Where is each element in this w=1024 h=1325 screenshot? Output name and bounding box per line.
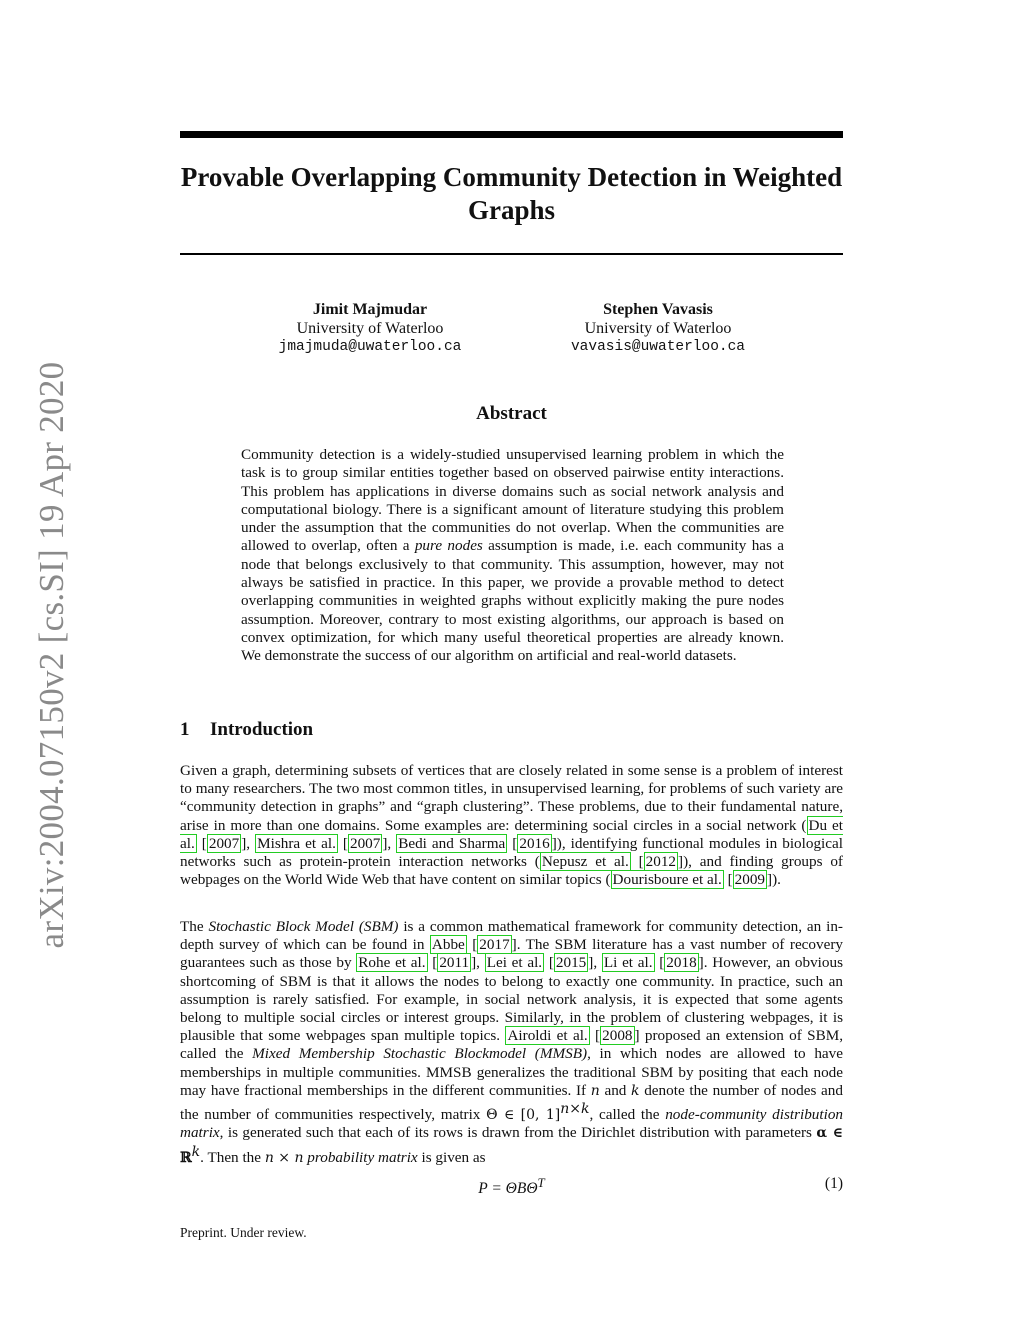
- citation-year-link[interactable]: 2011: [439, 954, 470, 972]
- citation-year-link[interactable]: 2012: [645, 853, 676, 871]
- citation-link[interactable]: Mishra et al.: [257, 834, 336, 852]
- arxiv-identifier-stamp: [22, 361, 82, 949]
- author-affiliation: University of Waterloo: [584, 320, 732, 337]
- section-heading-introduction: [180, 719, 313, 741]
- citation-year-link[interactable]: 2016: [519, 834, 550, 852]
- citation-link[interactable]: Rohe et al.: [358, 954, 426, 972]
- citation-year-link[interactable]: 2008: [602, 1027, 633, 1045]
- equation-1: [180, 1175, 843, 1197]
- section-title: Introduction: [210, 719, 314, 740]
- paper-title: Provable Overlapping Community Detection in Weighted Graphs: [180, 162, 843, 225]
- citation-link[interactable]: Airoldi et al.: [507, 1027, 588, 1045]
- citation-link[interactable]: Du et al.: [180, 816, 843, 852]
- title-bottom-rule: [180, 253, 843, 255]
- equation-body: $P = \Theta B\Theta^T$: [478, 1175, 545, 1198]
- title-top-rule: [180, 131, 843, 138]
- equation-number: (1): [824, 1175, 843, 1192]
- citation-link[interactable]: Nepusz et al.: [541, 853, 629, 871]
- author-name: Stephen Vavasis: [603, 301, 713, 318]
- author-affiliation: University of Waterloo: [296, 320, 444, 337]
- citation-year-link[interactable]: 2018: [666, 954, 697, 972]
- citation-year-link[interactable]: 2007: [349, 834, 381, 852]
- abstract-text: Community detection is a widely-studied unsupervised learning problem in which the task is to group similar entities together based on observed pairwise entity interactions. This problem has applications in diverse domains such as social network analysis and computational biology. There is a significant amount of literature studying this problem under the assumption that the communities do not overlap. When the communities are allowed to overlap, often a pure nodes assumption is made, i.e. each community has a node that belongs exclusively to that community. This assumption, however, may not always be satisfied in practice. In this paper, we provide a provable method to detect overlapping communities in weighted graphs without explicitly making the pure nodes assumption. Moreover, contrary to most existing algorithms, our approach is based on convex optimization, for which many useful theoretical properties are already known. We demonstrate the success of our algorithm on artificial and real-world datasets.: [241, 446, 785, 665]
- author-email: vavasis@uwaterloo.ca: [570, 339, 746, 355]
- citation-year-link[interactable]: 2007: [208, 834, 240, 852]
- citation-link[interactable]: Li et al.: [603, 954, 653, 972]
- citation-year-link[interactable]: 2015: [555, 954, 587, 972]
- intro-paragraph-2: The Stochastic Block Model (SBM) is a common mathematical framework for community detection, an in-depth survey of which can be found in Abbe [ 2017 ]. The SBM literature has a vast number of recovery guarantees such as those by Rohe et al. [ 2011 ], Lei et al. [ 2015 ], Li et al. [ 2018 ]. However, an obvious shortcoming of SBM is that it allows the nodes to belong to exactly one community. In practice, such an assumption is rarely satisfied. For example, in social network analysis, it is expected that some agents belong to multiple social circles or interest groups. Similarly, in the problem of clustering webpages, it is plausible that some webpages span multiple topics. Airoldi et al. [ 2008 ] proposed an extension of SBM, called the Mixed Membership Stochastic Blockmodel (MMSB), in which nodes are allowed to have memberships in multiple communities. MMSB generalizes the traditional SBM by positing that each node may have fractional memberships in the different communities. If n and k denote the number of nodes and the number of communities respectively, matrix Θ ∈ [0, 1]$^{n\times k}$, called the node-community distribution matrix, is generated such that each of its rows is drawn from the Dirichlet distribution with parameters α ∈ ℝ$^k$. Then the n × n probability matrix is given as: [180, 918, 844, 1166]
- citation-link[interactable]: Bedi and Sharma: [398, 834, 506, 852]
- author-block-1: [260, 300, 480, 357]
- author-email: jmajmuda@uwaterloo.ca: [278, 339, 462, 355]
- abstract-heading: Abstract: [476, 403, 547, 424]
- page-footer: Preprint. Under review.: [180, 1225, 307, 1240]
- author-block-2: [548, 300, 768, 357]
- citation-link[interactable]: Abbe: [431, 936, 465, 954]
- author-name: Jimit Majmudar: [312, 301, 428, 318]
- citation-year-link[interactable]: 2017: [479, 936, 510, 954]
- arxiv-identifier: arXiv:2004.07150v2 [cs.SI] 19 Apr 2020: [32, 361, 71, 949]
- citation-link[interactable]: Lei et al.: [486, 954, 543, 972]
- citation-year-link[interactable]: 2009: [734, 871, 765, 889]
- section-number: 1: [180, 719, 190, 740]
- citation-link[interactable]: Dourisboure et al.: [612, 871, 722, 889]
- intro-paragraph-1: Given a graph, determining subsets of vertices that are closely related in some sense is a problem of interest to many researchers. The two most common titles, in unsupervised learning, for problems of such variety are “community detection in graphs” and “graph clustering”. These problems, due to their fundamental nature, arise in more than one domains. Some examples are: determining social circles in a social network ( Du et al. [ 2007 ], Mishra et al. [ 2007 ], Bedi and Sharma [ 2016 ]), identifying functional modules in biological networks such as protein-protein interaction networks ( Nepusz et al. [ 2012 ]), and finding groups of webpages on the World Wide Web that have content on similar topics ( Dourisboure et al. [ 2009 ]).: [180, 762, 843, 889]
